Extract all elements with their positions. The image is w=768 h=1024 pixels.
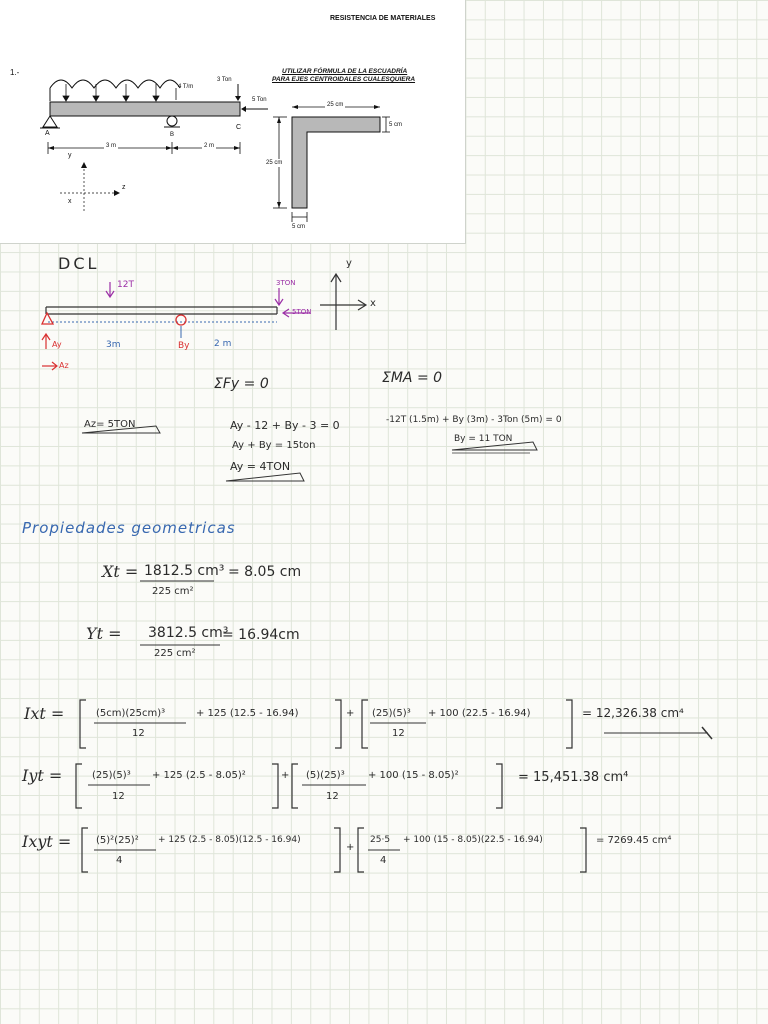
label-b: B xyxy=(170,132,175,138)
ixyt-t2-den: 4 xyxy=(380,855,387,866)
dim-ab-label: 3 m xyxy=(106,143,117,149)
ixyt-plus: + xyxy=(346,842,355,853)
dim-3m-label: 3m xyxy=(106,340,121,350)
xt-den: 225 cm² xyxy=(152,586,194,597)
geometry-title: Propiedades geometricas xyxy=(22,519,236,537)
axis-y-label: y xyxy=(68,152,72,159)
ixt-t1-rest: + 125 (12.5 - 16.94) xyxy=(196,708,299,719)
dcl-title: DCL xyxy=(58,254,100,273)
dim-bc-label: 2 m xyxy=(204,143,215,149)
ixt-t1-den: 12 xyxy=(132,728,145,739)
problem-number: 1.- xyxy=(10,68,20,77)
ixyt-t2-rest: + 100 (15 - 8.05)(22.5 - 16.94) xyxy=(403,835,543,845)
ixyt-t1-num: (5)²(25)² xyxy=(96,835,139,846)
yt-den: 225 cm² xyxy=(154,648,196,659)
ixt-t1-num: (5cm)(25cm)³ xyxy=(96,708,166,719)
sum-ma-heading: ΣMA = 0 xyxy=(382,370,443,386)
label-a: A xyxy=(45,130,50,137)
dim-web: 5 cm xyxy=(292,224,306,230)
ixyt-t1-rest: + 125 (2.5 - 8.05)(12.5 - 16.94) xyxy=(158,835,301,845)
fy-eq3: Ay = 4TON xyxy=(230,460,291,473)
ma-eq1: -12T (1.5m) + By (3m) - 3Ton (5m) = 0 xyxy=(386,415,562,425)
dim-top-width: 25 cm xyxy=(327,102,344,108)
load-axial-label: 5 Ton xyxy=(252,97,267,103)
dcl-axis-x: x xyxy=(370,298,376,309)
iyt-label: Iyt = xyxy=(22,766,63,785)
ixt-plus: + xyxy=(346,708,355,719)
ixyt-result: = 7269.45 cm⁴ xyxy=(596,835,672,846)
dim-2m-label: 2 m xyxy=(214,339,232,349)
load-point-label: 3 Ton xyxy=(217,77,232,83)
yt-num: 3812.5 cm³ xyxy=(148,625,229,641)
instruction-line2: PARA EJES CENTROIDALES CUALESQUIERA xyxy=(272,76,416,83)
xt-result: = 8.05 cm xyxy=(228,564,302,580)
iyt-t2-rest: + 100 (15 - 8.05)² xyxy=(368,770,459,781)
force-12t-label: 12T xyxy=(117,280,134,290)
sum-fy-heading: ΣFy = 0 xyxy=(214,376,269,392)
ixt-t2-rest: + 100 (22.5 - 16.94) xyxy=(428,708,531,719)
ixt-t2-den: 12 xyxy=(392,728,405,739)
iyt-t2-num: (5)(25)³ xyxy=(306,770,345,781)
ixyt-label: Ixyt = xyxy=(22,832,72,851)
label-c: C xyxy=(236,124,242,131)
yt-label: Yt = xyxy=(86,624,122,643)
iyt-t1-rest: + 125 (2.5 - 8.05)² xyxy=(152,770,246,781)
az-result: Az= 5TON xyxy=(84,419,136,430)
by-label: By xyxy=(178,341,190,351)
axis-x-label: x xyxy=(68,198,72,205)
ixt-result: = 12,326.38 cm⁴ xyxy=(582,706,684,720)
xt-num: 1812.5 cm³ xyxy=(144,563,225,579)
axis-z-label: z xyxy=(122,184,126,191)
force-3ton-label: 3TON xyxy=(276,279,296,287)
load-dist-label: 4 T/m xyxy=(178,84,194,90)
iyt-plus: + xyxy=(281,770,290,781)
iyt-t1-num: (25)(5)³ xyxy=(92,770,131,781)
instruction-line1: UTILIZAR FÓRMULA DE LA ESCUADRÍA xyxy=(282,68,408,75)
course-header: RESISTENCIA DE MATERIALES xyxy=(330,15,436,22)
ay-label: Ay xyxy=(52,340,62,349)
fy-eq2: Ay + By = 15ton xyxy=(232,440,316,451)
iyt-t1-den: 12 xyxy=(112,791,125,802)
ixt-t2-num: (25)(5)³ xyxy=(372,708,411,719)
force-5ton-label: 5TON xyxy=(292,308,312,316)
ixyt-t1-den: 4 xyxy=(116,855,123,866)
az-label: Az xyxy=(59,361,69,370)
dim-top-thick: 5 cm xyxy=(389,122,403,128)
yt-result: = 16.94cm xyxy=(222,627,300,643)
xt-label: Xt = xyxy=(102,562,139,581)
fy-eq1: Ay - 12 + By - 3 = 0 xyxy=(230,419,340,432)
iyt-t2-den: 12 xyxy=(326,791,339,802)
ixt-label: Ixt = xyxy=(24,704,65,723)
ma-eq2: By = 11 TON xyxy=(454,434,513,444)
ixyt-t2-num: 25·5 xyxy=(370,835,391,845)
dim-height: 25 cm xyxy=(266,160,283,166)
dcl-axis-y: y xyxy=(346,258,352,269)
iyt-result: = 15,451.38 cm⁴ xyxy=(518,770,629,785)
